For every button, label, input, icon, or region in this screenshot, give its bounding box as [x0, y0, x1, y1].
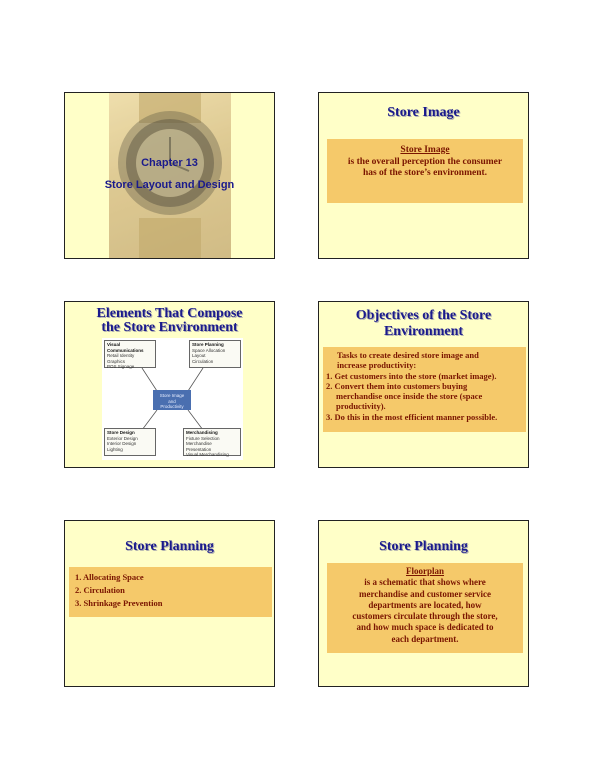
- diagram-item: Fixture Selection: [186, 435, 220, 441]
- diagram-box-title: Visual Communications: [107, 342, 144, 353]
- diagram-item: Retail Identity: [107, 353, 135, 358]
- diagram-item: POS Signage: [107, 364, 135, 369]
- slide-store-image: [318, 92, 529, 259]
- list-item: 1. Allocating Space: [75, 572, 144, 582]
- objectives-box: [323, 347, 526, 432]
- diagram-center-box: [153, 390, 191, 410]
- diagram-item: Lighting: [107, 446, 123, 452]
- intro-line: increase productivity:: [337, 360, 417, 371]
- definition-line: and how much space is dedicated to: [356, 622, 494, 633]
- diagram-box-title: Merchandising: [186, 430, 218, 435]
- slide-title-line: the Store Environment: [101, 320, 238, 335]
- environment-diagram: [102, 338, 243, 460]
- diagram-box-store-design: [104, 428, 156, 456]
- objective-item: 3. Do this in the most efficient manner possible.: [326, 411, 498, 422]
- slide-elements: [64, 301, 275, 468]
- floorplan-definition-box: [327, 563, 523, 653]
- definition-line: each department.: [391, 633, 459, 644]
- objective-item: 1. Get customers into the store (market image).: [326, 370, 497, 381]
- definition-term: Floorplan: [405, 566, 444, 576]
- definition-line: is the overall perception the consumer: [347, 156, 503, 167]
- slide-title-line: Objectives of the Store: [355, 308, 492, 323]
- diagram-center-line: Productivity: [160, 404, 184, 409]
- objective-item: 2. Convert them into customers buying: [326, 380, 468, 391]
- list-item: 2. Circulation: [75, 585, 125, 595]
- diagram-item: Circulation: [192, 358, 214, 364]
- diagram-item: Layout: [192, 353, 206, 358]
- slide-chapter-title: [64, 92, 275, 259]
- chapter-number: Chapter 13: [141, 157, 198, 169]
- diagram-box-title: Store Design: [107, 430, 135, 435]
- watch-image: [109, 93, 231, 259]
- definition-line: merchandise and customer service: [359, 588, 491, 599]
- diagram-item: Visual Merchandising: [186, 452, 229, 457]
- diagram-center-line: and: [168, 398, 176, 404]
- diagram-item: Graphics: [107, 358, 126, 364]
- diagram-box-merchandising: [183, 428, 241, 456]
- objective-item-cont: productivity).: [336, 401, 386, 412]
- objective-item-cont: merchandise once inside the store (space: [336, 391, 483, 402]
- definition-term: Store Image: [400, 145, 450, 155]
- diagram-box-title: Store Planning: [192, 342, 224, 347]
- diagram-box-visual-communications: [104, 340, 156, 368]
- definition-line: departments are located, how: [368, 599, 482, 610]
- definition-box: [327, 139, 523, 203]
- slide-title: Store Image: [387, 105, 460, 120]
- definition-line: customers circulate through the store,: [352, 611, 498, 622]
- diagram-center-line: Store Image: [159, 393, 185, 398]
- slide-title-line: Environment: [383, 324, 464, 339]
- diagram-item: Exterior Design: [107, 435, 138, 441]
- diagram-item: Interior Design: [107, 441, 137, 446]
- slide-title: Store Planning: [125, 539, 214, 554]
- definition-line: is a schematic that shows where: [364, 577, 486, 588]
- slide-title-line: Elements That Compose: [96, 306, 243, 321]
- definition-line: has of the store’s environment.: [362, 168, 488, 178]
- diagram-box-store-planning: [189, 340, 241, 368]
- slide-store-planning-list: [64, 520, 275, 687]
- slide-objectives: [318, 301, 529, 468]
- diagram-item: Space Allocation: [192, 347, 226, 353]
- chapter-title: Store Layout and Design: [104, 179, 235, 191]
- slide-title: Store Planning: [379, 539, 468, 554]
- list-item: 3. Shrinkage Prevention: [75, 598, 163, 608]
- planning-list-box: [69, 567, 272, 617]
- intro-line: Tasks to create desired store image and: [337, 350, 479, 360]
- slide-floorplan: [318, 520, 529, 687]
- diagram-item: Merchandise Presentation: [186, 441, 212, 452]
